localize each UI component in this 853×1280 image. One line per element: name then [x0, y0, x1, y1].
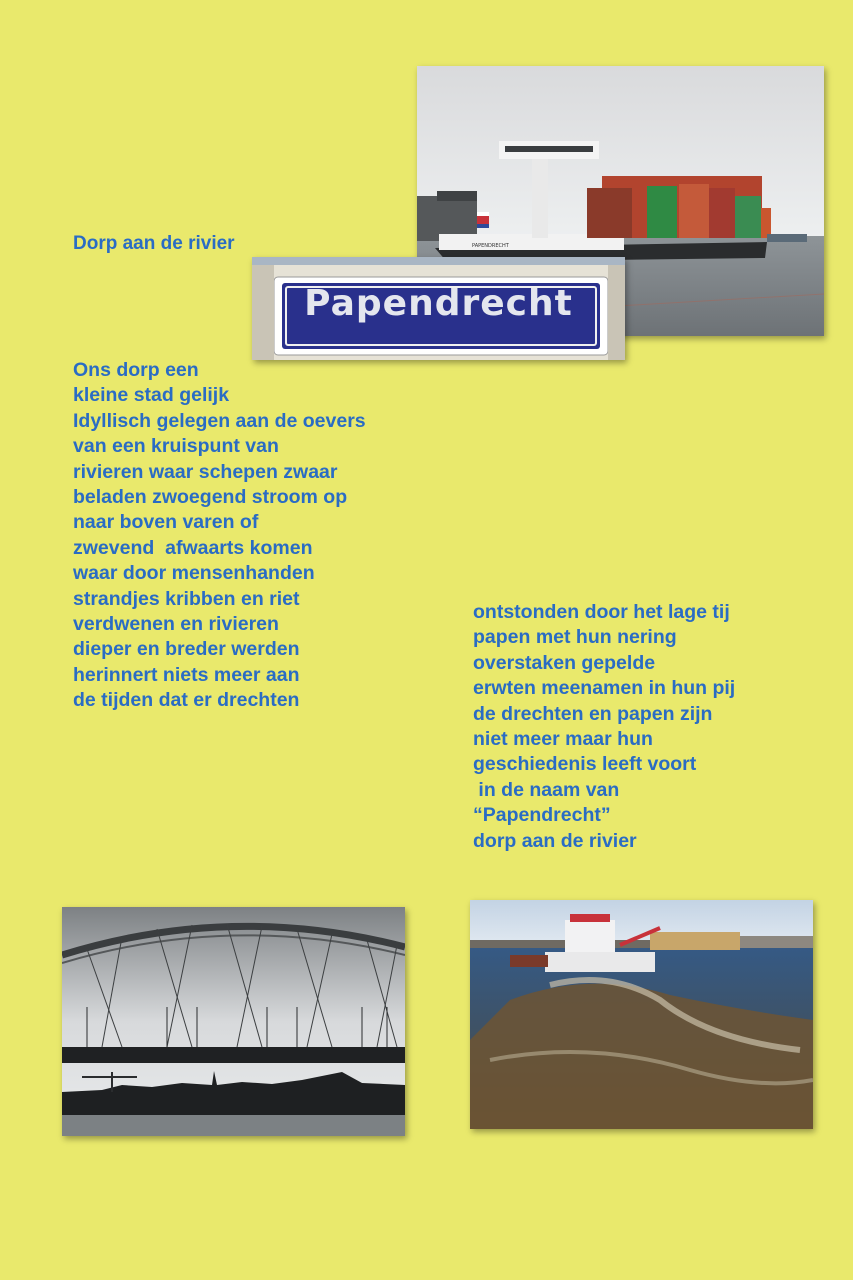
poem-line: naar boven varen of [73, 511, 259, 534]
poem-line: Ons dorp een [73, 359, 199, 381]
poem-line: papen met hun nering [473, 626, 677, 649]
tugboat-photo [470, 900, 813, 1129]
poem-line: van een kruispunt van [73, 435, 279, 458]
poem-line: dieper en breder werden [73, 638, 300, 661]
poem-line: dorp aan de rivier [473, 829, 637, 852]
poem-line: zwevend afwaarts komen [73, 536, 313, 559]
poem-line: de drechten en papen zijn [473, 702, 713, 725]
poem-line: overstaken gepelde [473, 651, 656, 674]
poem-line: ontstonden door het lage tij [473, 601, 730, 623]
sign-text: Papendrecht [304, 283, 573, 324]
poem-line: Idyllisch gelegen aan de oevers [73, 409, 366, 432]
poem-line: beladen zwoegend stroom op [73, 486, 348, 509]
ship-name-label: PAPENDRECHT [472, 243, 509, 249]
bridge-photo [62, 907, 405, 1136]
poem-line: waar door mensenhanden [73, 562, 315, 585]
poem-line: kleine stad gelijk [73, 384, 230, 407]
poem-line: herinnert niets meer aan [73, 663, 300, 686]
poem-line: strandjes kribben en riet [73, 587, 300, 610]
poem-line: “Papendrecht” [473, 804, 611, 827]
poem-line: niet meer maar hun [473, 728, 653, 751]
page-title: Dorp aan de rivier [73, 233, 235, 254]
poem-part-1 [73, 358, 366, 714]
poem-line: erwten meenamen in hun pij [473, 677, 736, 700]
poem-line: verdwenen en rivieren [73, 613, 279, 636]
poem-line: in de naam van [473, 778, 620, 801]
poem-line: de tijden dat er drechten [73, 689, 300, 712]
street-sign-photo [252, 257, 625, 360]
poem-line: geschiedenis leeft voort [473, 753, 697, 776]
poem-part-2 [473, 600, 735, 854]
poem-line: rivieren waar schepen zwaar [73, 460, 338, 483]
